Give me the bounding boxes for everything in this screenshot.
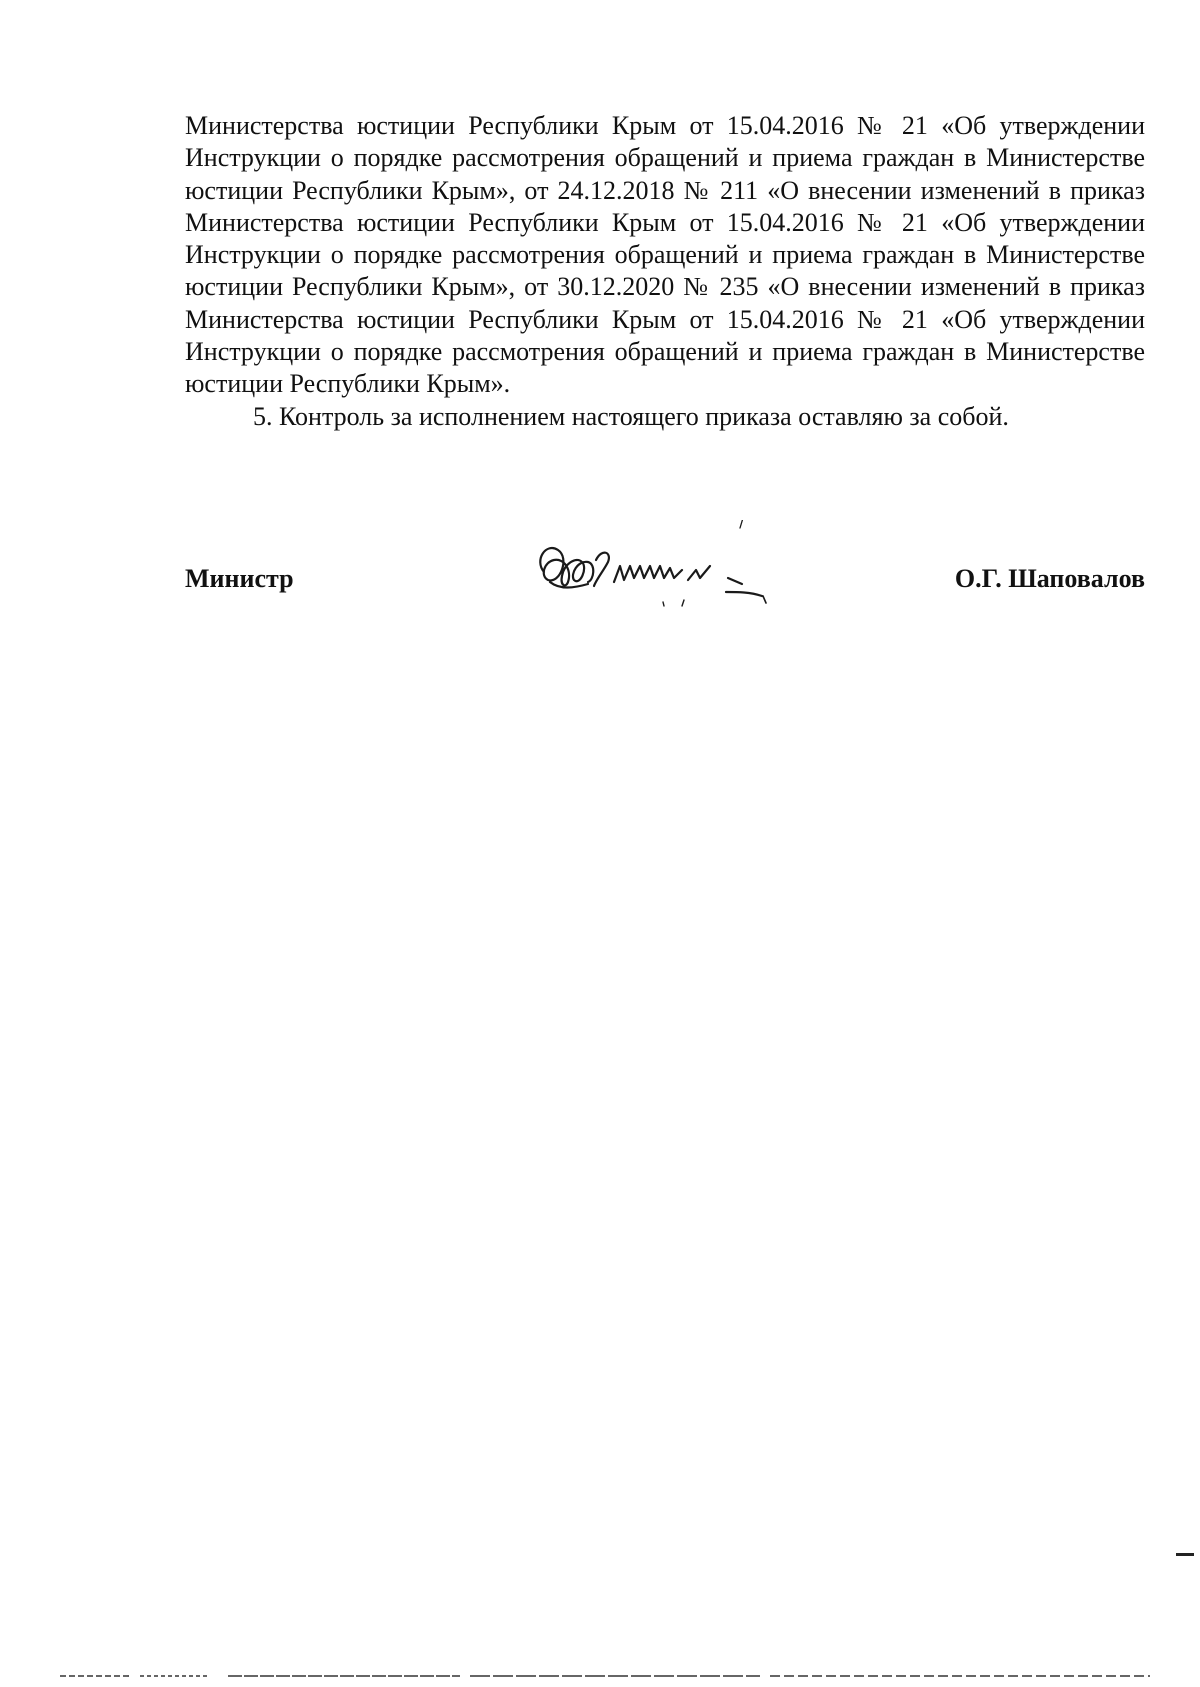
signatory-name: О.Г. Шаповалов <box>954 564 1145 593</box>
document-body <box>185 110 1145 433</box>
signature-block <box>185 520 1145 630</box>
scan-edge-line <box>60 1674 1150 1678</box>
handwritten-signature-icon <box>530 520 820 630</box>
paragraph-repealed-orders: Министерства юстиции Республики Крым от 15.04.2016 № 21 «Об утверждении Инструкции о порядке рассмотрения обращений и приема граждан в Министерстве юстиции Республики Крым», от 24.12.2018 № 211 «О внесении изменений в приказ Министерства юстиции Республики Крым от 15.04.2016 № 21 «Об утверждении Инструкции о порядке рассмотрения обращений и приема граждан в Министерстве юстиции Республики Крым», от 30.12.2020 № 235 «О внесении изменений в приказ Министерства юстиции Республики Крым от 15.04.2016 № 21 «Об утверждении Инструкции о порядке рассмотрения обращений и приема граждан в Министерстве юстиции Республики Крым». <box>185 111 1145 399</box>
signatory-title: Министр <box>185 564 294 593</box>
margin-dash-mark <box>1176 1553 1194 1556</box>
paragraph-control-clause: 5. Контроль за исполнением настоящего приказа оставляю за собой. <box>253 401 1009 431</box>
